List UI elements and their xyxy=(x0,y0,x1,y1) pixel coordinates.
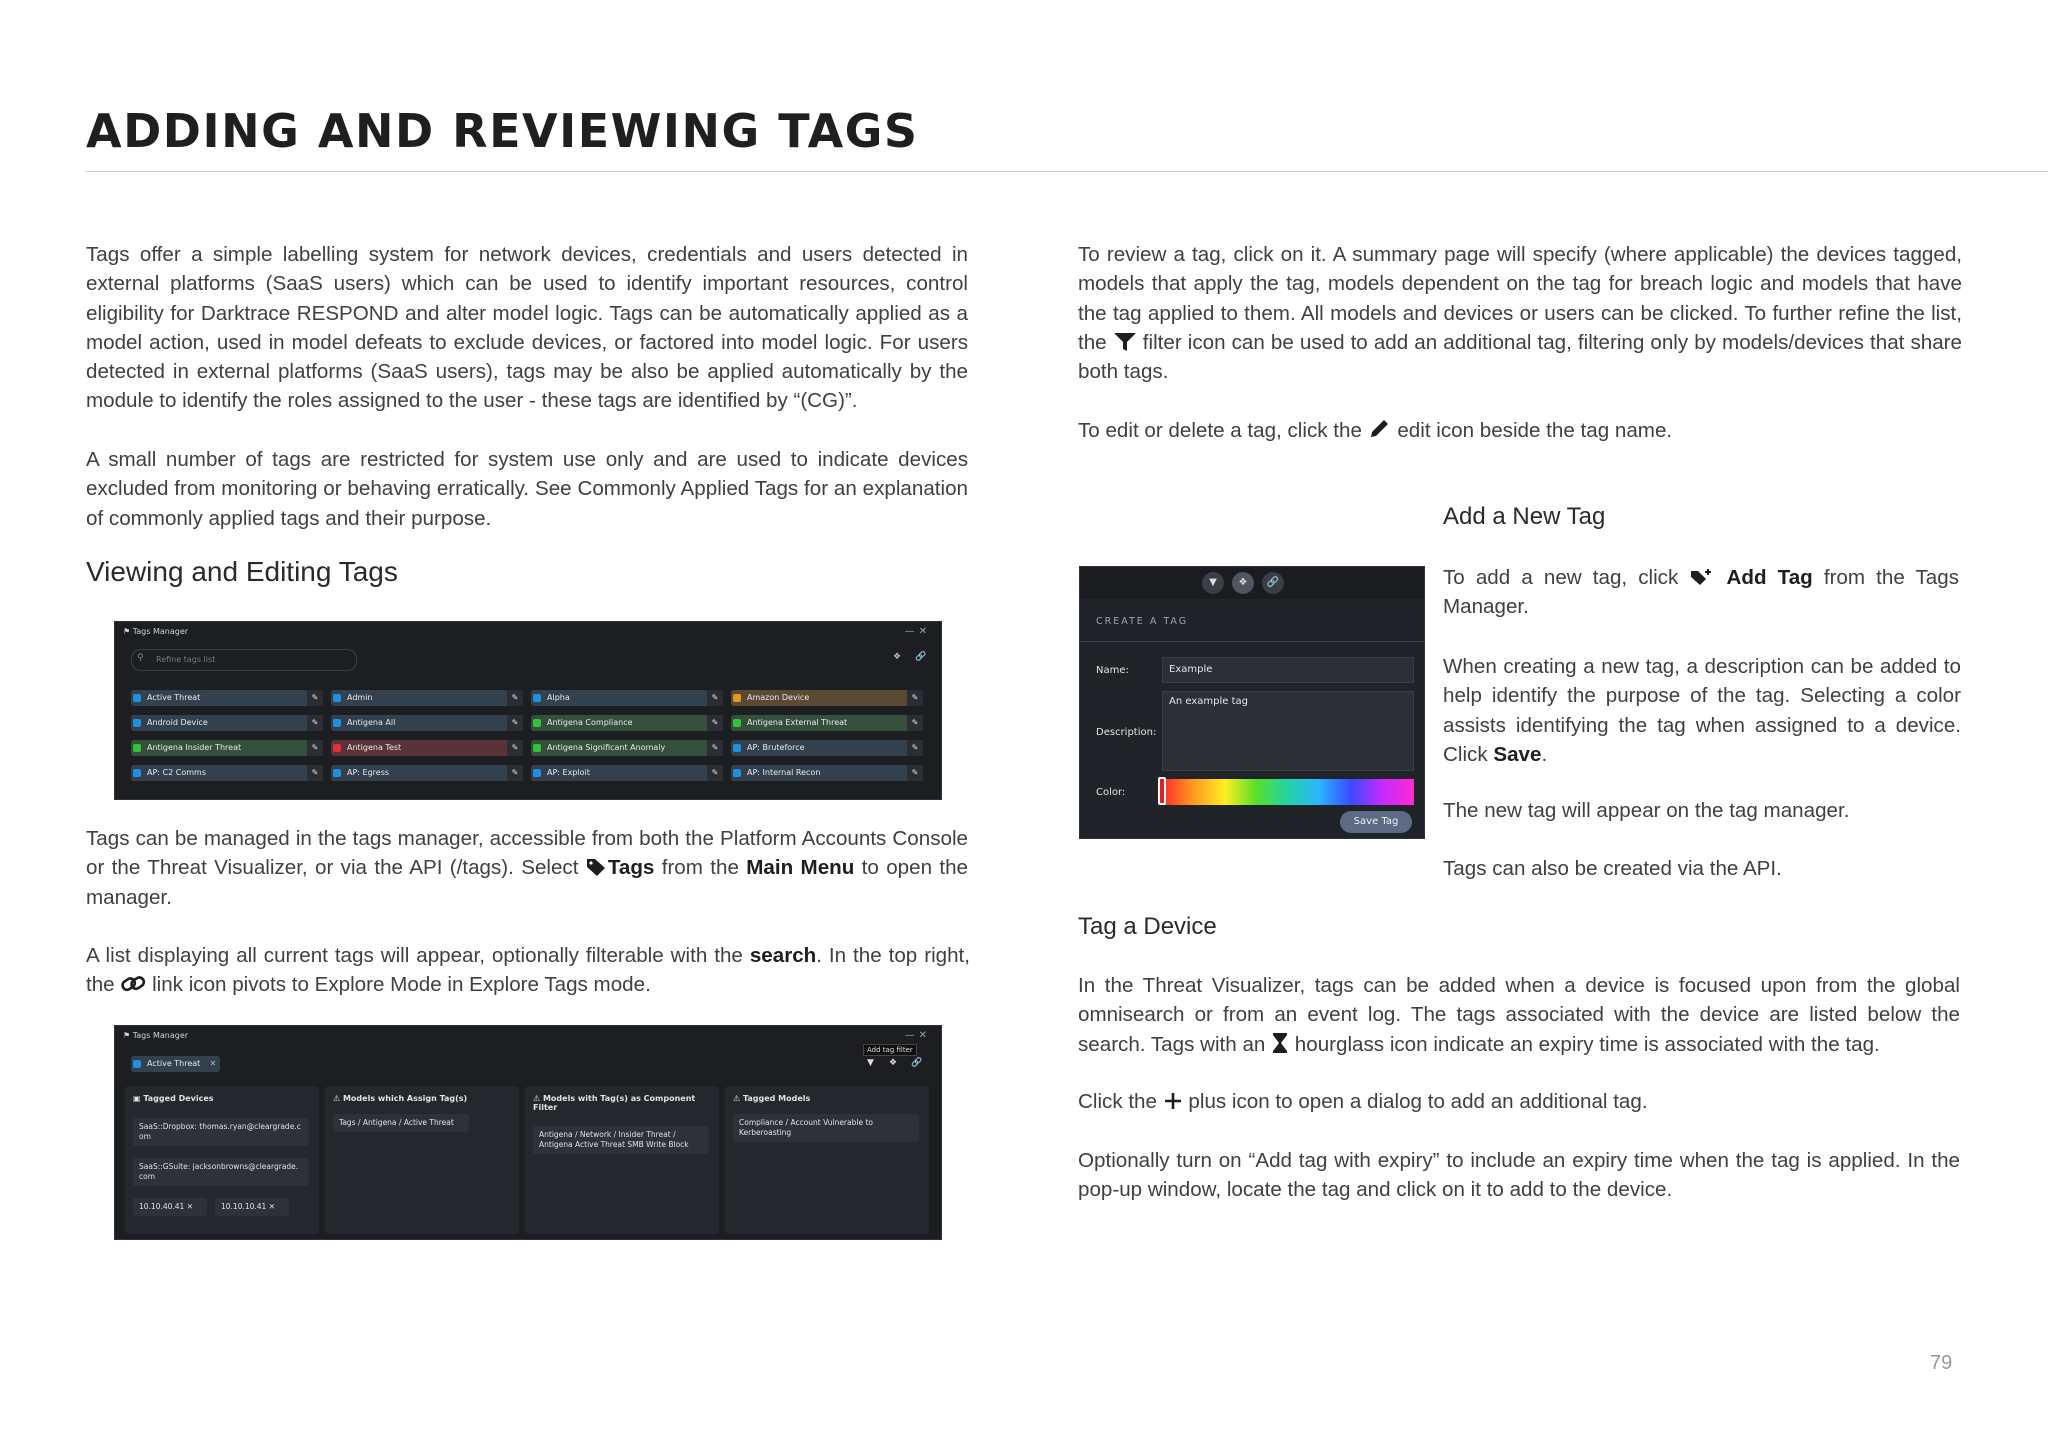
text-segment: To add a new tag, click xyxy=(1443,566,1690,589)
panel-title xyxy=(533,1094,713,1112)
tag-color-dot xyxy=(133,744,141,752)
tag-item[interactable] xyxy=(331,740,523,756)
tag-item[interactable] xyxy=(731,715,923,731)
device-label: SaaS::Dropbox: thomas.ryan@cleargrade.c om xyxy=(139,1122,301,1141)
tag-color-dot xyxy=(333,769,341,777)
add-tag-label: Add Tag xyxy=(1726,566,1813,589)
tag-color-dot xyxy=(533,719,541,727)
model-label: Antigena / Network / Insider Threat / Antigena Active Threat SMB Write Block xyxy=(539,1130,689,1149)
tag-item[interactable] xyxy=(131,690,323,706)
window-controls[interactable]: —✕ xyxy=(904,626,931,637)
panel-title xyxy=(333,1094,513,1103)
window-titlebar xyxy=(115,622,941,642)
tag-item[interactable] xyxy=(131,715,323,731)
tag-device-heading: Tag a Device xyxy=(1078,913,1217,940)
tag-color-dot xyxy=(733,694,741,702)
component-filter-panel xyxy=(525,1086,719,1234)
filter-icon xyxy=(1113,332,1137,352)
tag-color-dot xyxy=(133,1060,141,1068)
active-tag-chip[interactable] xyxy=(131,1056,220,1072)
color-slider[interactable] xyxy=(1162,779,1414,805)
devices-icon: ▣ xyxy=(133,1094,141,1103)
search-label: search xyxy=(749,944,817,967)
color-label: Color: xyxy=(1096,787,1126,798)
main-menu-label: Main Menu xyxy=(746,856,855,880)
pencil-icon[interactable]: ✎ xyxy=(507,740,523,756)
tag-item[interactable] xyxy=(131,740,323,756)
color-slider-handle[interactable] xyxy=(1158,777,1166,805)
pencil-icon xyxy=(1368,418,1392,440)
pencil-icon[interactable]: ✎ xyxy=(707,715,723,731)
tag-item[interactable] xyxy=(731,690,923,706)
text-segment: To edit or delete a tag, click the xyxy=(1078,419,1368,442)
tag-color-dot xyxy=(733,719,741,727)
ip-chip[interactable]: 10.10.40.41 ✕ xyxy=(133,1198,207,1216)
tag-label: Antigena All xyxy=(347,718,396,727)
text-segment: from the xyxy=(654,856,747,880)
text-segment: In the Threat Visualizer, tags can be added when a device is focused upon from the global omnisearch or from an event log. The tags associated with the device are listed below the search. Tags with an xyxy=(1078,974,1960,1056)
pencil-icon[interactable]: ✎ xyxy=(707,690,723,706)
ip-chip[interactable]: 10.10.10.41 ✕ xyxy=(215,1198,289,1216)
text-segment: plus icon to open a dialog to add an additional tag. xyxy=(1182,1090,1648,1113)
tag-label: Android Device xyxy=(147,718,208,727)
tag-icon xyxy=(586,857,608,877)
name-label: Name: xyxy=(1096,665,1129,676)
tag-color-dot xyxy=(133,719,141,727)
edit-tag-paragraph xyxy=(1078,416,1962,445)
tag-item[interactable] xyxy=(531,690,723,706)
review-tag-paragraph xyxy=(1078,240,1962,386)
panel-title-text: Models with Tag(s) as Component Filter xyxy=(533,1094,696,1112)
tag-item[interactable] xyxy=(731,765,923,781)
window-title: Tags Manager xyxy=(132,627,189,636)
tag-label: Antigena Test xyxy=(347,743,402,752)
tagged-devices-panel xyxy=(125,1086,319,1234)
text-segment: . xyxy=(1541,742,1548,766)
add-tag-icon[interactable]: ❖ xyxy=(1232,572,1254,594)
title-divider xyxy=(86,171,2048,172)
save-label: Save xyxy=(1493,742,1542,766)
tag-color-dot xyxy=(133,769,141,777)
tooltip: Add tag filter xyxy=(863,1044,917,1056)
text-segment: A list displaying all current tags will appear, optionally filterable with the xyxy=(86,944,750,967)
text-segment: Tags can be managed in the tags manager, accessible from both the Platform Accounts Console or the Threat Visualizer, or via the API (/tags). Select xyxy=(86,827,968,880)
panel-title-text: Models which Assign Tag(s) xyxy=(342,1094,468,1103)
pencil-icon[interactable]: ✎ xyxy=(907,715,923,731)
text-segment: filter icon can be used to add an additional tag, filtering only by models/devices that share both tags. xyxy=(1078,330,1962,384)
plus-icon xyxy=(1163,1091,1183,1111)
viewing-editing-heading: Viewing and Editing Tags xyxy=(86,556,398,587)
device-chip[interactable] xyxy=(133,1158,309,1186)
warning-icon: ⚠ xyxy=(333,1094,341,1103)
tag-color-dot xyxy=(533,769,541,777)
model-chip[interactable] xyxy=(733,1114,919,1142)
model-chip[interactable] xyxy=(333,1114,469,1132)
add-new-tag-heading: Add a New Tag xyxy=(1443,503,1606,530)
device-chip[interactable] xyxy=(133,1118,309,1146)
tag-item[interactable] xyxy=(531,715,723,731)
tag-item[interactable] xyxy=(131,765,323,781)
tag-device-paragraph xyxy=(1078,971,1960,1059)
close-icon[interactable]: ✕ xyxy=(209,1059,217,1068)
panel-title-text: Tagged Models xyxy=(742,1094,811,1103)
add-tag-icon[interactable]: ❖ xyxy=(893,652,902,662)
panel-title xyxy=(133,1094,214,1103)
tag-label: Antigena Insider Threat xyxy=(147,743,242,752)
restricted-tags-paragraph: A small number of tags are restricted for system use only and are used to indicate devices excluded from monitoring or behaving erratically. See Commonly Applied Tags for an explanation of commonly applied tags and their purpose. xyxy=(86,448,968,530)
panel-title xyxy=(733,1094,810,1103)
tag-color-dot xyxy=(333,719,341,727)
window-title: Tags Manager xyxy=(132,1031,189,1040)
refine-tags-input[interactable]: Refine tags list xyxy=(131,649,357,671)
ip-label: 10.10.10.41 xyxy=(221,1202,267,1211)
pencil-icon[interactable]: ✎ xyxy=(907,740,923,756)
tag-label: Antigena External Threat xyxy=(747,718,848,727)
model-label: Tags / Antigena / Active Threat xyxy=(339,1118,454,1127)
tag-label: Admin xyxy=(347,693,373,702)
tag-color-dot xyxy=(133,694,141,702)
device-label: SaaS::GSuite: jacksonbrowns@cleargrade. com xyxy=(139,1162,299,1181)
model-label: Compliance / Account Vulnerable to Kerberoasting xyxy=(739,1118,873,1137)
link-icon xyxy=(120,974,146,994)
pencil-icon[interactable]: ✎ xyxy=(707,765,723,781)
page-number: 79 xyxy=(1930,1352,1953,1374)
intro-paragraph: Tags offer a simple labelling system for network devices, credentials and users detected in external platforms (SaaS users) which can be used to identify important resources, control eligibility for Darktrace RESPOND and alter model logic. Tags can be automatically applied as a model action, used in model defeats to exclude devices, or factored into model logic. For users detected in external platforms (SaaS users), tags may be also be applied automatically by the module to identify the roles assigned to the user - these tags are identified by “(CG)”. xyxy=(86,243,968,413)
add-tag-icon[interactable]: ❖ xyxy=(889,1058,898,1068)
warning-icon: ⚠ xyxy=(733,1094,741,1103)
new-tag-appears-paragraph: The new tag will appear on the tag manager. xyxy=(1443,799,1850,822)
add-tag-icon xyxy=(1689,567,1715,587)
window-titlebar xyxy=(115,1026,941,1046)
tags-manager-paragraph xyxy=(86,824,968,912)
tag-color-dot xyxy=(733,744,741,752)
filter-icon[interactable]: ▼ xyxy=(867,1058,874,1068)
model-chip[interactable] xyxy=(533,1126,709,1154)
pencil-icon[interactable]: ✎ xyxy=(307,740,323,756)
link-icon[interactable]: 🔗 xyxy=(915,652,927,662)
text-segment: Click the xyxy=(1078,1090,1163,1113)
tags-manager-screenshot xyxy=(114,621,942,800)
window-controls[interactable]: —✕ xyxy=(904,1030,931,1041)
divider xyxy=(1080,641,1424,642)
pencil-icon[interactable]: ✎ xyxy=(707,740,723,756)
link-icon[interactable]: 🔗 xyxy=(1262,572,1284,594)
pencil-icon[interactable]: ✎ xyxy=(907,690,923,706)
text-segment: to open the manager. xyxy=(86,856,969,909)
save-tag-button[interactable]: Save Tag xyxy=(1340,811,1412,833)
tag-color-dot xyxy=(733,769,741,777)
tag-label: Amazon Device xyxy=(747,693,810,702)
tag-label: AP: Egress xyxy=(347,768,390,777)
tag-item[interactable] xyxy=(331,765,523,781)
text-segment: To review a tag, click on it. A summary page will specify (where applicable) the devices tagged, models that apply the tag, models dependent on the tag for breach logic and models that have the tag applied to them. All models and devices or users can be clicked. To further refine the list, the xyxy=(1078,243,1962,354)
tags-menu-label: Tags xyxy=(607,856,655,880)
link-icon[interactable]: 🔗 xyxy=(911,1058,923,1068)
create-tag-screenshot xyxy=(1079,566,1425,839)
add-tag-paragraph xyxy=(1443,563,1959,622)
pencil-icon[interactable]: ✎ xyxy=(307,715,323,731)
pencil-icon[interactable]: ✎ xyxy=(507,765,523,781)
tag-icon: ⚑ xyxy=(123,627,131,636)
search-icon: ⚲ xyxy=(137,653,144,663)
tag-item[interactable] xyxy=(531,765,723,781)
tag-label: AP: Bruteforce xyxy=(747,743,805,752)
tag-label: AP: C2 Comms xyxy=(147,768,206,777)
tag-label: AP: Exploit xyxy=(547,768,590,777)
hourglass-icon xyxy=(1271,1032,1289,1054)
text-segment: edit icon beside the tag name. xyxy=(1391,419,1673,442)
text-segment: from the Tags Manager. xyxy=(1443,566,1960,619)
plus-icon-paragraph xyxy=(1078,1087,1960,1116)
pencil-icon[interactable]: ✎ xyxy=(507,715,523,731)
tag-label: Antigena Compliance xyxy=(547,718,633,727)
tag-label: Alpha xyxy=(547,693,570,702)
pencil-icon[interactable]: ✎ xyxy=(307,765,323,781)
tag-item[interactable] xyxy=(531,740,723,756)
text-segment: hourglass icon indicate an expiry time is associated with the tag. xyxy=(1289,1032,1880,1056)
tag-color-dot xyxy=(333,744,341,752)
panel-title-text: Tagged Devices xyxy=(143,1094,214,1103)
description-label: Description: xyxy=(1096,727,1157,738)
api-paragraph: Tags can also be created via the API. xyxy=(1443,857,1782,880)
tag-summary-screenshot xyxy=(114,1025,942,1240)
filter-icon[interactable]: ▼ xyxy=(1202,572,1224,594)
tag-item[interactable] xyxy=(331,715,523,731)
tag-label: Antigena Significant Anomaly xyxy=(547,743,666,752)
tag-color-dot xyxy=(533,694,541,702)
warning-icon: ⚠ xyxy=(533,1094,541,1103)
tagged-models-panel xyxy=(725,1086,929,1234)
tag-label: Active Threat xyxy=(147,693,201,702)
tag-color-dot xyxy=(333,694,341,702)
expiry-paragraph: Optionally turn on “Add tag with expiry” to include an expiry time when the tag is applied. In the pop-up window, locate the tag and click on it to add to the device. xyxy=(1078,1149,1960,1202)
tag-label: AP: Internal Recon xyxy=(747,768,821,777)
form-header: CREATE A TAG xyxy=(1096,616,1189,627)
text-segment: . In the top right, the xyxy=(86,944,970,997)
tag-item[interactable] xyxy=(731,740,923,756)
models-assign-panel xyxy=(325,1086,519,1234)
pencil-icon[interactable]: ✎ xyxy=(507,690,523,706)
pencil-icon[interactable]: ✎ xyxy=(907,765,923,781)
text-segment: link icon pivots to Explore Mode in Explore Tags mode. xyxy=(146,973,651,997)
description-color-paragraph xyxy=(1443,652,1961,769)
tag-color-dot xyxy=(533,744,541,752)
text-segment: When creating a new tag, a description can be added to help identify the purpose of the tag. Selecting a color assists identifying the tag when assigned to a device. Click xyxy=(1443,655,1961,766)
tag-icon: ⚑ xyxy=(123,1031,131,1040)
active-tag-label: Active Threat xyxy=(147,1059,201,1068)
description-input[interactable]: An example tag xyxy=(1162,691,1414,771)
name-input[interactable]: Example xyxy=(1162,657,1414,683)
page-title: ADDING AND REVIEWING TAGS xyxy=(86,104,919,158)
pencil-icon[interactable]: ✎ xyxy=(307,690,323,706)
tag-list-paragraph xyxy=(86,941,970,1000)
tag-item[interactable] xyxy=(331,690,523,706)
ip-label: 10.10.40.41 xyxy=(139,1202,185,1211)
